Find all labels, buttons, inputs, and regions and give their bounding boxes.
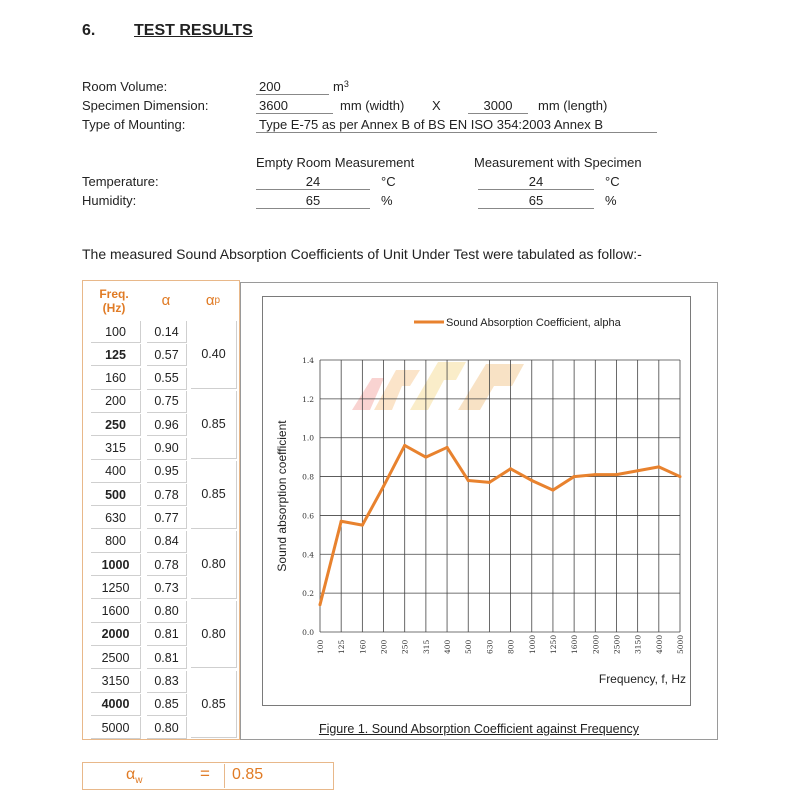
y-tick-label: 1.0 xyxy=(302,433,314,443)
table-alpha-cell: 0.81 xyxy=(147,647,187,669)
specimen-length-value: 3000 xyxy=(468,98,528,114)
x-tick-label: 2500 xyxy=(612,634,622,654)
y-tick-label: 1.2 xyxy=(302,394,314,404)
room-volume-value: 200 xyxy=(256,79,329,95)
table-freq-cell: 1000 xyxy=(91,554,141,576)
x-tick-label: 3150 xyxy=(633,634,643,654)
table-alpha-cell: 0.96 xyxy=(147,414,187,436)
temperature-label: Temperature: xyxy=(82,174,159,189)
x-tick-label: 160 xyxy=(358,639,368,654)
alpha-w-symbol-char: α xyxy=(126,766,136,783)
empty-room-header: Empty Room Measurement xyxy=(256,155,415,170)
freq-header-line1: Freq. xyxy=(99,287,129,301)
data-point xyxy=(657,465,660,468)
x-tick-label: 5000 xyxy=(676,634,685,654)
table-alpha-cell: 0.95 xyxy=(147,461,187,483)
data-point xyxy=(509,467,512,470)
freq-header-line2: (Hz) xyxy=(102,301,126,315)
x-tick-label: 2000 xyxy=(591,634,601,654)
data-point xyxy=(488,481,491,484)
table-alpha-cell: 0.75 xyxy=(147,391,187,413)
table-freq-cell: 800 xyxy=(91,531,141,553)
humidity-label: Humidity: xyxy=(82,193,137,208)
table-freq-cell: 125 xyxy=(91,344,141,366)
x-tick-label: 4000 xyxy=(654,634,664,654)
specimen-width-value: 3600 xyxy=(256,98,333,114)
table-freq-cell: 630 xyxy=(91,507,141,529)
table-freq-cell: 500 xyxy=(91,484,141,506)
y-tick-label: 0.6 xyxy=(302,511,314,521)
x-tick-label: 400 xyxy=(443,639,453,654)
humidity-specimen-unit: % xyxy=(605,193,617,208)
alpha-header: α xyxy=(161,292,171,309)
data-point xyxy=(551,489,554,492)
specimen-width-unit: mm (width) xyxy=(340,98,405,113)
data-point xyxy=(340,520,343,523)
table-alpha-p-cell: 0.85 xyxy=(191,671,237,739)
room-volume-unit-base: m xyxy=(333,79,344,94)
table-freq-cell: 200 xyxy=(91,391,141,413)
table-alpha-p-cell: 0.80 xyxy=(191,531,237,599)
section-title: TEST RESULTS xyxy=(134,22,253,39)
table-alpha-cell: 0.84 xyxy=(147,531,187,553)
specimen-length-unit: mm (length) xyxy=(538,98,608,113)
table-alpha-cell: 0.14 xyxy=(147,321,187,343)
data-point xyxy=(594,473,597,476)
data-point xyxy=(679,475,682,478)
intro-text: The measured Sound Absorption Coefficients of Unit Under Test were tabulated as follow:- xyxy=(82,246,642,262)
room-volume-unit-sup: 3 xyxy=(343,79,349,89)
legend-label: Sound Absorption Coefficient, alpha xyxy=(446,317,621,329)
table-freq-cell: 4000 xyxy=(91,694,141,716)
table-freq-cell: 1250 xyxy=(91,577,141,599)
table-alpha-cell: 0.81 xyxy=(147,624,187,646)
table-freq-cell: 160 xyxy=(91,368,141,390)
humidity-empty-unit: % xyxy=(381,193,393,208)
table-freq-cell: 2500 xyxy=(91,647,141,669)
table-alpha-cell: 0.83 xyxy=(147,671,187,693)
data-point xyxy=(424,456,427,459)
table-freq-cell: 100 xyxy=(91,321,141,343)
alpha-p-header-sub: p xyxy=(214,295,221,306)
table-alpha-cell: 0.80 xyxy=(147,601,187,623)
table-freq-cell: 2000 xyxy=(91,624,141,646)
table-alpha-p-cell: 0.85 xyxy=(191,391,237,459)
watermark-shape-2 xyxy=(374,370,420,410)
x-tick-label: 125 xyxy=(337,639,347,654)
data-point xyxy=(361,524,364,527)
x-axis-title: Frequency, f, Hz xyxy=(598,672,686,686)
data-point xyxy=(403,444,406,447)
table-alpha-cell: 0.90 xyxy=(147,438,187,460)
x-tick-label: 630 xyxy=(485,639,495,654)
x-tick-label: 1250 xyxy=(548,634,558,654)
y-tick-label: 0.4 xyxy=(302,550,314,560)
x-tick-label: 100 xyxy=(316,639,325,654)
table-alpha-p-cell: 0.80 xyxy=(191,601,237,669)
data-point xyxy=(467,479,470,482)
humidity-specimen-value: 65 xyxy=(478,193,594,209)
y-tick-label: 1.4 xyxy=(302,356,314,365)
x-tick-label: 315 xyxy=(421,639,431,654)
table-freq-cell: 1600 xyxy=(91,601,141,623)
temperature-empty-value: 24 xyxy=(256,174,370,190)
x-tick-label: 200 xyxy=(379,639,389,654)
specimen-measurement-header: Measurement with Specimen xyxy=(474,155,642,170)
alpha-p-header-symbol: α xyxy=(205,292,215,309)
data-point xyxy=(382,485,385,488)
table-freq-cell: 250 xyxy=(91,414,141,436)
table-alpha-cell: 0.73 xyxy=(147,577,187,599)
table-alpha-cell: 0.78 xyxy=(147,554,187,576)
data-point xyxy=(319,603,322,606)
table-alpha-cell: 0.55 xyxy=(147,368,187,390)
alpha-w-divider xyxy=(224,764,225,788)
table-freq-cell: 5000 xyxy=(91,717,141,739)
humidity-empty-value: 65 xyxy=(256,193,370,209)
table-freq-cell: 3150 xyxy=(91,671,141,693)
alpha-w-value: 0.85 xyxy=(232,766,264,783)
mounting-label: Type of Mounting: xyxy=(82,117,186,132)
table-alpha-p-cell: 0.40 xyxy=(191,321,237,389)
data-point xyxy=(636,469,639,472)
specimen-x: X xyxy=(432,98,441,113)
table-alpha-cell: 0.78 xyxy=(147,484,187,506)
table-alpha-cell: 0.77 xyxy=(147,507,187,529)
alpha-w-equals: = xyxy=(200,764,210,783)
table-alpha-cell: 0.57 xyxy=(147,344,187,366)
data-point xyxy=(615,473,618,476)
series-line xyxy=(320,445,680,604)
x-tick-label: 1000 xyxy=(527,634,537,654)
temperature-specimen-unit: °C xyxy=(605,174,620,189)
table-alpha-p-cell: 0.85 xyxy=(191,461,237,529)
room-volume-label: Room Volume: xyxy=(82,79,168,94)
watermark-shape-3 xyxy=(410,362,466,410)
data-point xyxy=(446,446,449,449)
table-freq-cell: 400 xyxy=(91,461,141,483)
x-tick-label: 250 xyxy=(400,639,410,654)
x-tick-label: 500 xyxy=(464,639,474,654)
chart-series xyxy=(319,444,682,606)
x-tick-label: 1600 xyxy=(570,634,580,654)
x-tick-label: 800 xyxy=(506,639,516,654)
section-number: 6. xyxy=(82,22,96,39)
data-point xyxy=(573,475,576,478)
table-alpha-cell: 0.85 xyxy=(147,694,187,716)
temperature-empty-unit: °C xyxy=(381,174,396,189)
alpha-w-sub: w xyxy=(135,775,143,787)
y-tick-label: 0.8 xyxy=(302,472,314,482)
y-tick-label: 0.2 xyxy=(302,589,314,599)
y-axis-title: Sound absorption coefficient xyxy=(275,420,289,572)
table-alpha-cell: 0.80 xyxy=(147,717,187,739)
chart-legend xyxy=(414,317,622,329)
temperature-specimen-value: 24 xyxy=(478,174,594,190)
mounting-value: Type E-75 as per Annex B of BS EN ISO 354:2003 Annex B xyxy=(256,117,657,133)
specimen-label: Specimen Dimension: xyxy=(82,98,209,113)
alpha-w-symbol xyxy=(126,766,142,786)
data-point xyxy=(530,479,533,482)
watermark-logo xyxy=(352,362,524,410)
table-freq-cell: 315 xyxy=(91,438,141,460)
y-tick-label: 0.0 xyxy=(302,628,314,637)
figure-caption: Figure 1. Sound Absorption Coefficient against Frequency xyxy=(318,722,640,736)
